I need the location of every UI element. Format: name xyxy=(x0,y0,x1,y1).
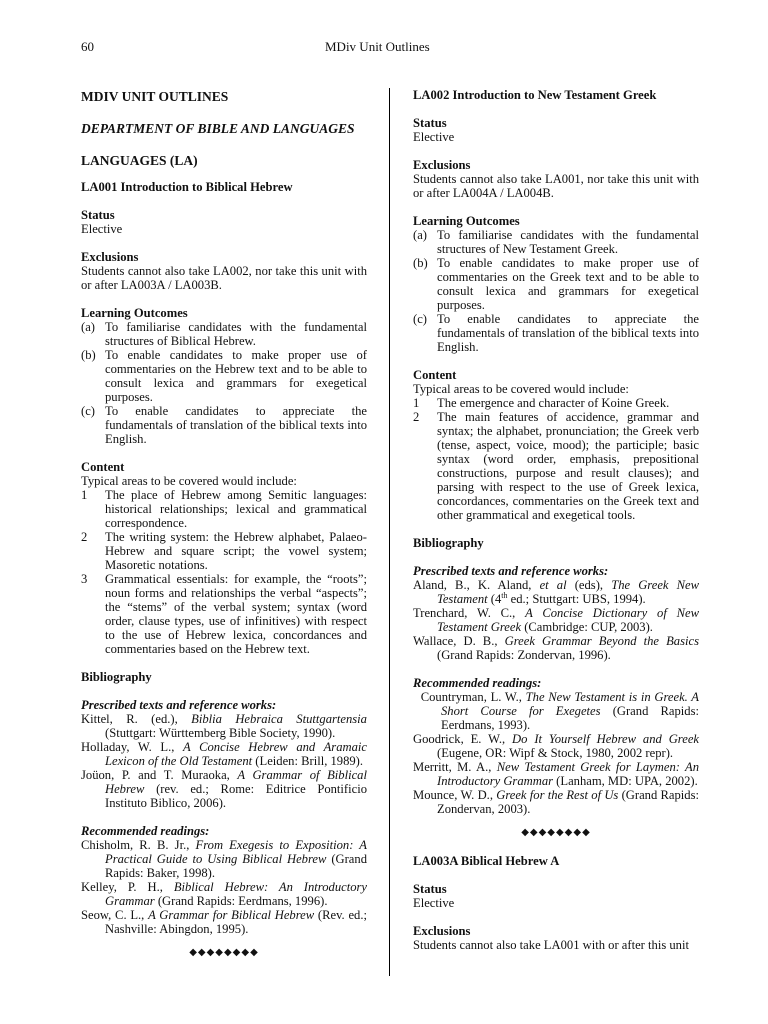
status-value: Elective xyxy=(413,896,455,910)
reference-entry: Mounce, W. D., Greek for the Rest of Us (Grand Rapids: Zondervan, 2003). xyxy=(413,788,699,816)
department-title: DEPARTMENT OF BIBLE AND LANGUAGES xyxy=(81,121,355,136)
recommended-heading: Recommended readings: xyxy=(81,824,210,838)
section-separator: ◆◆◆◆◆◆◆◆ xyxy=(521,827,591,838)
right-column xyxy=(413,88,699,952)
reference-entry: Aland, B., K. Aland, et al (eds), The Greek New Testament (4th ed.; Stuttgart: UBS, 1994). xyxy=(413,578,700,606)
reference-entry: Kelley, P. H., Biblical Hebrew: An Introductory Grammar (Grand Rapids: Eerdmans, 1996). xyxy=(81,880,367,908)
status-heading: Status xyxy=(413,882,447,896)
unit-title: LA003A Biblical Hebrew A xyxy=(413,854,560,868)
unit-title: LA001 Introduction to Biblical Hebrew xyxy=(81,180,293,194)
status-value: Elective xyxy=(81,222,123,236)
outcome-item: (a) To familiarise candidates with the fundamental structures of Biblical Hebrew. xyxy=(81,320,367,348)
status-heading: Status xyxy=(81,208,115,222)
reference-entry: Joüon, P. and T. Muraoka, A Grammar of Biblical Hebrew (rev. ed.; Rome: Editrice Pontificio Instituto Biblico, 2006). xyxy=(81,768,367,810)
content-item: 2 The writing system: the Hebrew alphabet, Palaeo-Hebrew and square script; the vowel system; Masoretic notations. xyxy=(81,530,367,572)
outcome-item: (c) To enable candidates to appreciate the fundamentals of translation of the biblical texts into English. xyxy=(413,312,699,354)
outcome-item: (b) To enable candidates to make proper use of commentaries on the Hebrew text and to be able to consult lexica and grammars for exegetical purposes. xyxy=(81,348,367,404)
unit-title: LA002 Introduction to New Testament Greek xyxy=(413,88,657,102)
content-item: 2 The main features of accidence, grammar and syntax; the alphabet, pronunciation; the Greek verb (tense, aspect, voice, mood); the participle; basic syntax (word order, emphasis, prepositional constructions, purpose and result clauses); and parsing with respect to the use of Greek lexica, concordances, commentaries on the Greek text and other grammatical and exegetical tools. xyxy=(413,410,699,522)
reference-entry: Holladay, W. L., A Concise Hebrew and Aramaic Lexicon of the Old Testament (Leiden: Brill, 1989). xyxy=(81,740,367,768)
content-heading: Content xyxy=(413,368,457,382)
page-header xyxy=(0,40,768,58)
content-item: 3 Grammatical essentials: for example, the “roots”; noun forms and relationships the verbal “aspects”; the “stems” of the verbal system; syntax (word order, clause types, use of infinitives) with respect to the use of Hebrew lexica, concordances and commentaries based on the Hebrew text. xyxy=(81,572,367,656)
content-item: 1 The emergence and character of Koine Greek. xyxy=(413,396,670,410)
content-item: 1 The place of Hebrew among Semitic languages: historical relationships; lexical and grammatical correspondence. xyxy=(81,488,367,530)
running-title: MDiv Unit Outlines xyxy=(325,39,430,54)
exclusions-text: Students cannot also take LA001, nor take this unit with or after LA004A / LA004B. xyxy=(413,172,699,200)
outcome-item: (b) To enable candidates to make proper use of commentaries on the Greek text and to be able to consult lexica and grammars for exegetical purposes. xyxy=(413,256,699,312)
outcomes-heading: Learning Outcomes xyxy=(81,306,188,320)
exclusions-heading: Exclusions xyxy=(413,924,471,938)
reference-entry: Wallace, D. B., Greek Grammar Beyond the Basics (Grand Rapids: Zondervan, 1996). xyxy=(413,634,699,662)
outcome-item: (c) To enable candidates to appreciate the fundamentals of translation of the biblical texts into English. xyxy=(81,404,367,446)
status-heading: Status xyxy=(413,116,447,130)
reference-entry: Goodrick, E. W., Do It Yourself Hebrew and Greek (Eugene, OR: Wipf & Stock, 1980, 2002 repr). xyxy=(413,732,699,760)
reference-entry: Chisholm, R. B. Jr., From Exegesis to Exposition: A Practical Guide to Using Biblical Hebrew (Grand Rapids: Baker, 1998). xyxy=(81,838,367,880)
left-column xyxy=(81,88,367,960)
section-title: LANGUAGES (LA) xyxy=(81,153,198,168)
status-value: Elective xyxy=(413,130,455,144)
page-number: 60 xyxy=(81,39,94,54)
exclusions-heading: Exclusions xyxy=(413,158,471,172)
exclusions-text: Students cannot also take LA002, nor take this unit with or after LA003A / LA003B. xyxy=(81,264,367,292)
reference-entry: Seow, C. L., A Grammar for Biblical Hebrew (Rev. ed.; Nashville: Abingdon, 1995). xyxy=(81,908,367,936)
reference-entry: Trenchard, W. C., A Concise Dictionary of New Testament Greek (Cambridge: CUP, 2003). xyxy=(413,606,699,634)
content-intro: Typical areas to be covered would include: xyxy=(81,474,297,488)
main-title: MDIV UNIT OUTLINES xyxy=(81,89,229,104)
bibliography-heading: Bibliography xyxy=(413,536,484,550)
exclusions-text: Students cannot also take LA001 with or after this unit xyxy=(413,938,689,952)
reference-entry: Countryman, L. W., The New Testament is in Greek. A Short Course for Exegetes (Grand Rapids: Eerdmans, 1993). xyxy=(420,690,699,732)
prescribed-heading: Prescribed texts and reference works: xyxy=(413,564,609,578)
reference-entry: Kittel, R. (ed.), Biblia Hebraica Stuttgartensia (Stuttgart: Württemberg Bible Society, 1990). xyxy=(81,712,367,740)
reference-entry: Merritt, M. A., New Testament Greek for Laymen: An Introductory Grammar (Lanham, MD: UPA, 2002). xyxy=(413,760,699,788)
exclusions-heading: Exclusions xyxy=(81,250,139,264)
recommended-heading: Recommended readings: xyxy=(413,676,542,690)
outcomes-heading: Learning Outcomes xyxy=(413,214,520,228)
outcome-item: (a) To familiarise candidates with the fundamental structures of New Testament Greek. xyxy=(413,228,699,256)
section-separator: ◆◆◆◆◆◆◆◆ xyxy=(189,947,259,958)
content-heading: Content xyxy=(81,460,125,474)
prescribed-heading: Prescribed texts and reference works: xyxy=(81,698,277,712)
bibliography-heading: Bibliography xyxy=(81,670,152,684)
content-intro: Typical areas to be covered would include: xyxy=(413,382,629,396)
column-divider xyxy=(389,88,390,976)
